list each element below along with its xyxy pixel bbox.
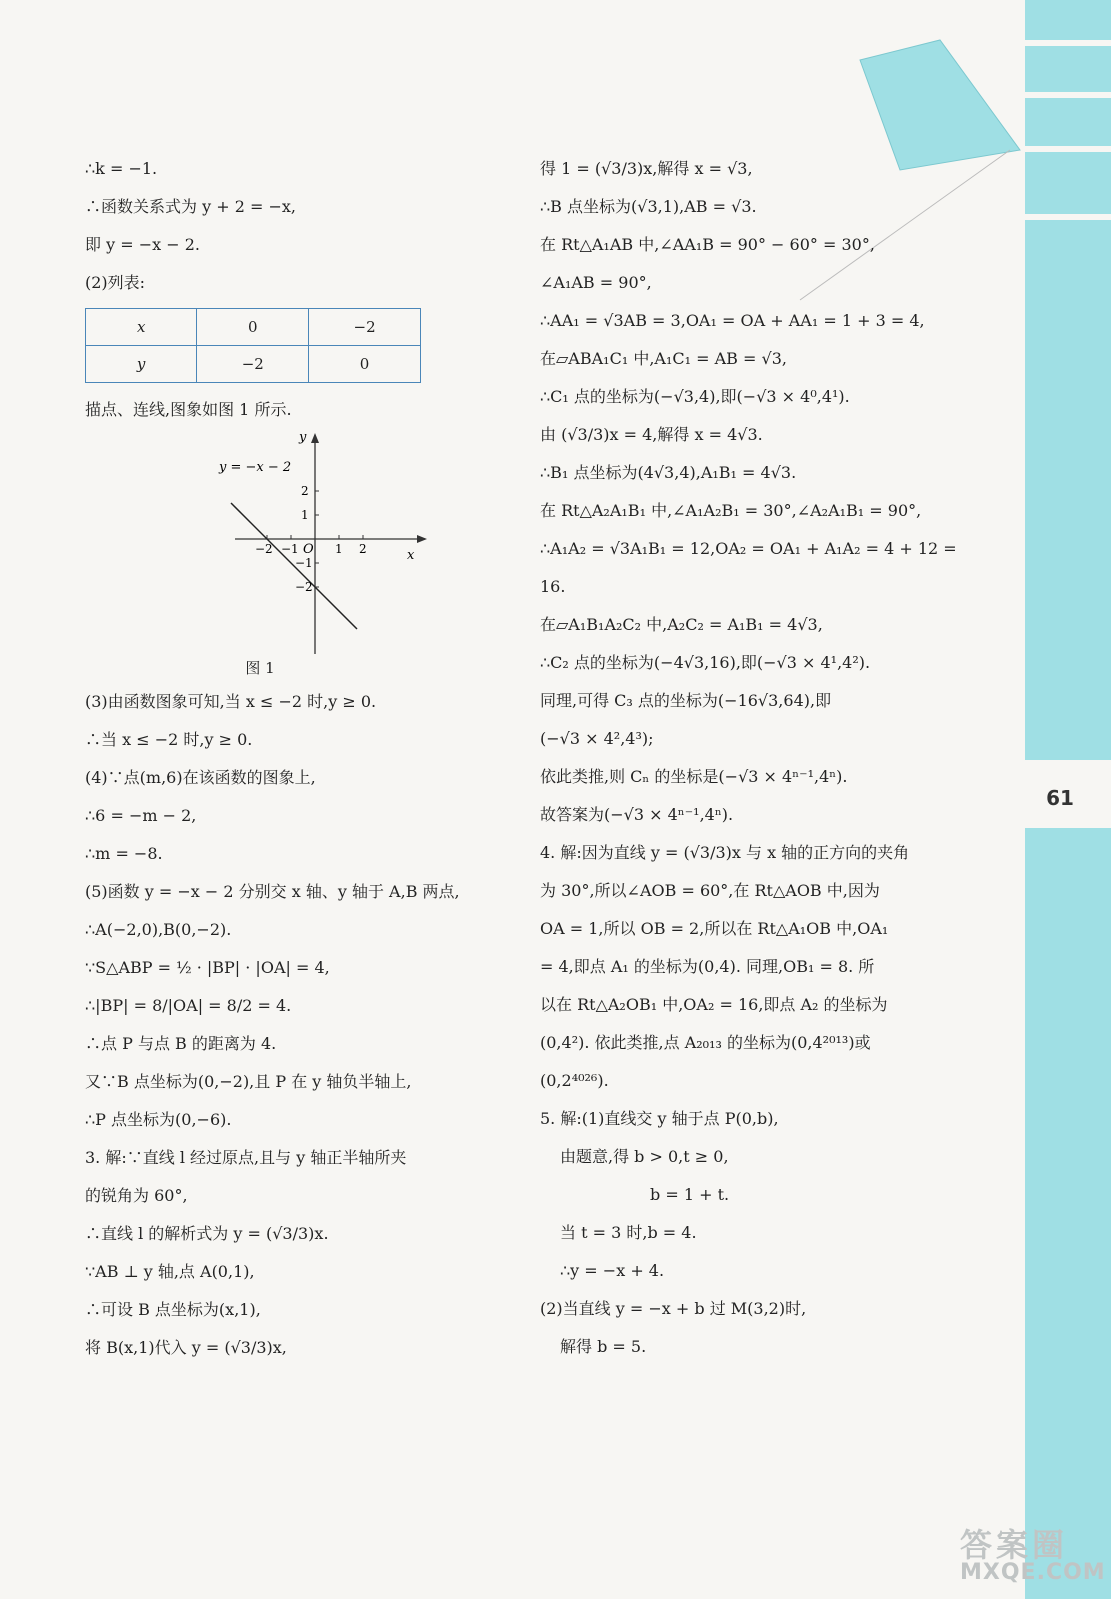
function-line: [231, 503, 357, 629]
text-line: ∴|BP| = 8/|OA| = 8/2 = 4.: [85, 996, 292, 1015]
text-line: 的锐角为 60°,: [85, 1186, 188, 1205]
text-line: 16.: [540, 577, 566, 596]
text-line: ∴P 点坐标为(0,−6).: [85, 1110, 232, 1129]
text-line: 由 (√3/3)x = 4,解得 x = 4√3.: [540, 425, 763, 444]
figure-1: [145, 429, 415, 689]
text-line: ∴y = −x + 4.: [560, 1261, 665, 1280]
text-line: (0,4²). 依此类推,点 A₂₀₁₃ 的坐标为(0,4²⁰¹³)或: [540, 1033, 871, 1052]
text-line: ∵AB ⊥ y 轴,点 A(0,1),: [85, 1262, 255, 1281]
x-tick-label: 1: [335, 542, 343, 556]
x-tick-label: 2: [359, 542, 367, 556]
text-line: 在 Rt△A₂A₁B₁ 中,∠A₁A₂B₁ = 30°,∠A₂A₁B₁ = 90°,: [540, 501, 922, 520]
text-line: 故答案为(−√3 × 4ⁿ⁻¹,4ⁿ).: [540, 805, 734, 824]
left-column: [85, 150, 525, 1367]
text-line: (2)列表:: [85, 273, 146, 292]
origin-label: O: [303, 542, 314, 557]
text-line: ∴m = −8.: [85, 844, 163, 863]
y-tick-label: 1: [301, 508, 309, 522]
text-line: 为 30°,所以∠AOB = 60°,在 Rt△AOB 中,因为: [540, 881, 880, 900]
x-tick-label: −1: [281, 542, 299, 556]
table-cell: 0: [197, 309, 309, 346]
text-line: 又∵B 点坐标为(0,−2),且 P 在 y 轴负半轴上,: [85, 1072, 412, 1091]
text-line: (0,2⁴⁰²⁶).: [540, 1071, 609, 1090]
text-line: 由题意,得 b > 0,t ≥ 0,: [560, 1147, 729, 1166]
text-line: ∴k = −1.: [85, 159, 158, 178]
text-line: (2)当直线 y = −x + b 过 M(3,2)时,: [540, 1299, 807, 1318]
y-tick-label: −2: [295, 580, 313, 594]
table-cell: −2: [197, 346, 309, 383]
text-line: b = 1 + t.: [650, 1185, 730, 1204]
text-line: 5. 解:(1)直线交 y 轴于点 P(0,b),: [540, 1109, 779, 1128]
band-stripe: [1025, 40, 1111, 46]
text-line: 解得 b = 5.: [560, 1337, 647, 1356]
text-line: ∴C₂ 点的坐标为(−4√3,16),即(−√3 × 4¹,4²).: [540, 653, 871, 672]
text-line: 将 B(x,1)代入 y = (√3/3)x,: [85, 1338, 287, 1357]
y-tick-label: −1: [295, 556, 313, 570]
text-line: (5)函数 y = −x − 2 分别交 x 轴、y 轴于 A,B 两点,: [85, 882, 460, 901]
text-line: 3. 解:∵直线 l 经过原点,且与 y 轴正半轴所夹: [85, 1148, 407, 1167]
figure-caption: 图 1: [245, 659, 275, 677]
text-line: 同理,可得 C₃ 点的坐标为(−16√3,64),即: [540, 691, 832, 710]
right-column: [540, 150, 957, 1366]
band-stripe: [1025, 92, 1111, 98]
text-line: ∴A(−2,0),B(0,−2).: [85, 920, 232, 939]
text-line: ∴可设 B 点坐标为(x,1),: [85, 1300, 261, 1319]
text-line: 在▱ABA₁C₁ 中,A₁C₁ = AB = √3,: [540, 349, 787, 368]
y-tick-label: 2: [301, 484, 309, 498]
text-line: 4. 解:因为直线 y = (√3/3)x 与 x 轴的正方向的夹角: [540, 843, 910, 862]
function-label: y = −x − 2: [219, 460, 292, 475]
text-line: OA = 1,所以 OB = 2,所以在 Rt△A₁OB 中,OA₁: [540, 919, 889, 938]
text-line: ∴直线 l 的解析式为 y = (√3/3)x.: [85, 1224, 329, 1243]
band-stripe: [1025, 214, 1111, 220]
text-line: ∴B 点坐标为(√3,1),AB = √3.: [540, 197, 757, 216]
y-axis-label: y: [299, 430, 307, 445]
text-line: ∴B₁ 点坐标为(4√3,4),A₁B₁ = 4√3.: [540, 463, 797, 482]
text-line: ∴AA₁ = √3AB = 3,OA₁ = OA + AA₁ = 1 + 3 = 4,: [540, 311, 925, 330]
text-line: 在▱A₁B₁A₂C₂ 中,A₂C₂ = A₁B₁ = 4√3,: [540, 615, 823, 634]
text-line: ∴6 = −m − 2,: [85, 806, 197, 825]
decorative-band-bottom: [1025, 828, 1111, 1599]
text-line: (3)由函数图象可知,当 x ≤ −2 时,y ≥ 0.: [85, 692, 377, 711]
text-line: 即 y = −x − 2.: [85, 235, 200, 254]
text-line: ∵S△ABP = ½ · |BP| · |OA| = 4,: [85, 958, 330, 977]
table-row: [86, 309, 421, 346]
watermark-logo: [960, 1520, 1106, 1585]
text-line: ∠A₁AB = 90°,: [540, 273, 652, 292]
x-tick-label: −2: [255, 542, 273, 556]
x-axis-arrow-icon: [417, 535, 427, 543]
function-graph: [145, 429, 415, 659]
text-line: ∴函数关系式为 y + 2 = −x,: [85, 197, 296, 216]
text-line: ∴A₁A₂ = √3A₁B₁ = 12,OA₂ = OA₁ + A₁A₂ = 4 + 12 =: [540, 539, 957, 558]
text-line: = 4,即点 A₁ 的坐标为(0,4). 同理,OB₁ = 8. 所: [540, 957, 875, 976]
watermark-en: MXQE.COM: [960, 1560, 1106, 1585]
text-line: 描点、连线,图象如图 1 所示.: [85, 400, 292, 419]
table-cell: y: [86, 346, 197, 383]
y-axis-arrow-icon: [311, 433, 319, 443]
text-line: 以在 Rt△A₂OB₁ 中,OA₂ = 16,即点 A₂ 的坐标为: [540, 995, 888, 1014]
table-cell: x: [86, 309, 197, 346]
decorative-band-top: [1025, 0, 1111, 760]
text-line: ∴C₁ 点的坐标为(−√3,4),即(−√3 × 4⁰,4¹).: [540, 387, 850, 406]
text-line: 依此类推,则 Cₙ 的坐标是(−√3 × 4ⁿ⁻¹,4ⁿ).: [540, 767, 848, 786]
text-line: ∴点 P 与点 B 的距离为 4.: [85, 1034, 277, 1053]
band-stripe: [1025, 146, 1111, 152]
x-axis-label: x: [407, 548, 415, 563]
page-number: 61: [1046, 786, 1074, 810]
watermark-cn: 答案圈: [960, 1526, 1069, 1564]
text-line: 在 Rt△A₁AB 中,∠AA₁B = 90° − 60° = 30°,: [540, 235, 875, 254]
text-line: 得 1 = (√3/3)x,解得 x = √3,: [540, 159, 753, 178]
table-row: [86, 346, 421, 383]
text-line: ∴当 x ≤ −2 时,y ≥ 0.: [85, 730, 253, 749]
text-line: 当 t = 3 时,b = 4.: [560, 1223, 697, 1242]
value-table: [85, 308, 421, 383]
text-line: (−√3 × 4²,4³);: [540, 729, 654, 748]
text-line: (4)∵点(m,6)在该函数的图象上,: [85, 768, 316, 787]
table-cell: 0: [309, 346, 421, 383]
table-cell: −2: [309, 309, 421, 346]
